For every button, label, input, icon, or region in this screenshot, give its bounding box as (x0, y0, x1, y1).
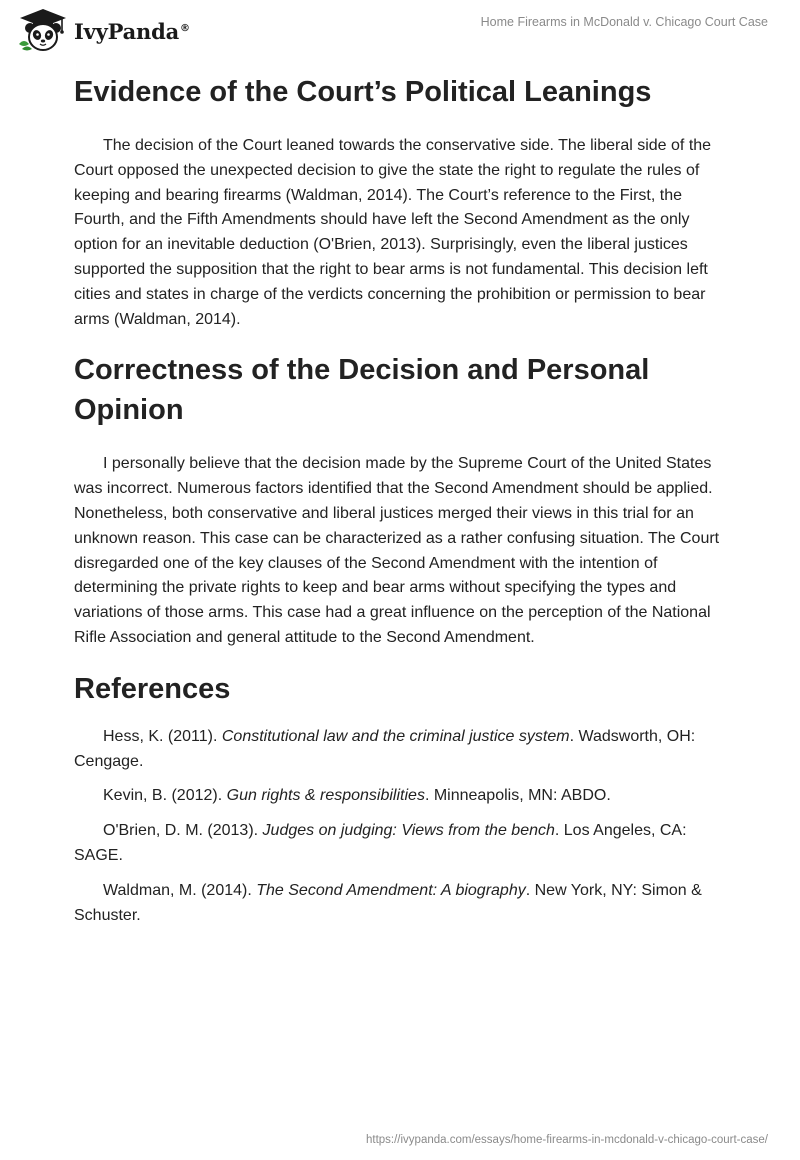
reference-publisher: . Los Angeles, CA: SAGE. (74, 822, 687, 864)
reference-item (74, 784, 726, 809)
reference-item (74, 819, 726, 869)
reference-author: Kevin, B. (2012). (103, 787, 227, 805)
source-url[interactable]: https://ivypanda.com/essays/home-firearms-in-mcdonald-v-chicago-court-case/ (365, 1134, 768, 1146)
registered-mark: ® (180, 22, 190, 34)
brand-logo[interactable] (14, 6, 190, 54)
reference-publisher: . Minneapolis, MN: ABDO. (424, 787, 611, 805)
reference-author: Hess, K. (2011). (103, 727, 222, 745)
reference-title: Constitutional law and the criminal justice system (221, 727, 570, 745)
reference-title: Judges on judging: Views from the bench (262, 822, 555, 840)
brand-name-text: IvyPanda (74, 18, 180, 44)
essay-content (74, 70, 726, 938)
page-header (0, 0, 800, 64)
reference-author: Waldman, M. (2014). (103, 881, 257, 899)
reference-author: O'Brien, D. M. (2013). (103, 822, 263, 840)
reference-item (74, 879, 726, 929)
brand-name (74, 19, 190, 44)
panda-logo-icon (14, 6, 72, 54)
document-title: Home Firearms in McDonald v. Chicago Court Case (480, 15, 768, 29)
section-paragraph-political-leanings: The decision of the Court leaned towards the conservative side. The liberal side of the Court opposed the unexpected decision to give the state the right to regulate the rules of keeping and bearing firearms (Waldman, 2014). The Court’s reference to the First, the Fourth, and the Fifth Amendments should have left the Second Amendment as the only option for an inevitable deduction (O'Brien, 2013). Surprisingly, even the liberal justices supported the supposition that the right to bear arms is not fundamental. This decision left cities and states in charge of the verdicts concerning the prohibition or permission to bear arms (Waldman, 2014). (74, 137, 712, 328)
references-heading: References (74, 672, 231, 705)
reference-item (74, 725, 726, 775)
reference-title: The Second Amendment: A biography (256, 881, 526, 899)
section-heading-political-leanings: Evidence of the Court’s Political Leanings (74, 76, 652, 108)
section-heading-correctness: Correctness of the Decision and Personal Opinion (74, 354, 650, 427)
reference-publisher: . New York, NY: Simon & Schuster. (74, 881, 702, 924)
references-list (74, 725, 726, 929)
reference-publisher: . Wadsworth, OH: Cengage. (74, 727, 696, 770)
section-paragraph-correctness: I personally believe that the decision made by the Supreme Court of the United States was incorrect. Numerous factors identified that the Second Amendment should be applied. Nonetheless, both conservative and liberal justices merged their views in this trial for an unknown reason. This case can be characterized as a rather confusing situation. The Court disregarded one of the key clauses of the Second Amendment with the intention of determining the private rights to keep and bear arms without specifying the types and variations of those arms. This case had a great influence on the perception of the National Rifle Association and general attitude to the Second Amendment. (74, 455, 720, 646)
reference-title: Gun rights & responsibilities (226, 787, 425, 805)
